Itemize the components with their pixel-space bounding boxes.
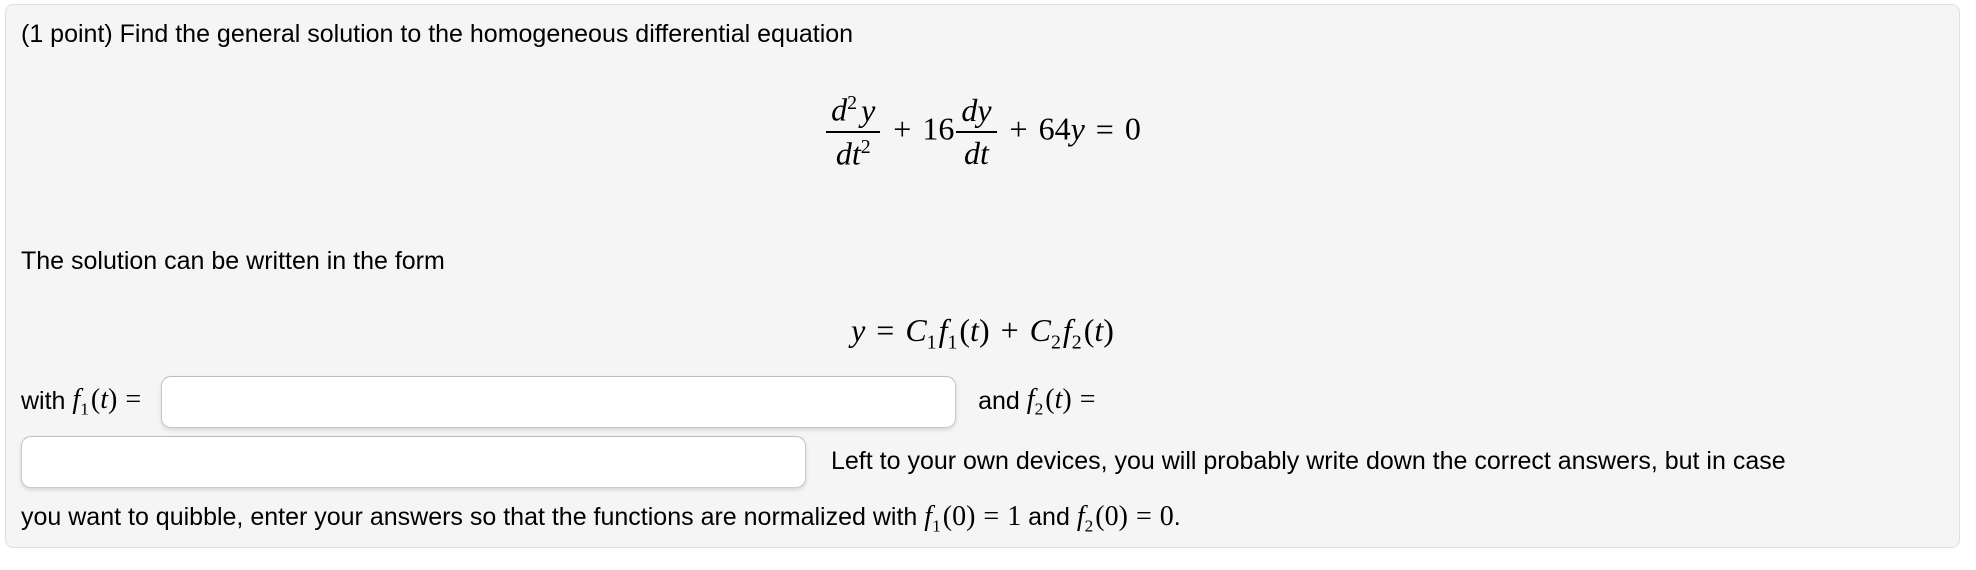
first-derivative-fraction: [956, 91, 996, 172]
math-zero: 0: [1159, 500, 1174, 532]
subscript-1: 1: [947, 330, 958, 353]
math-t: t: [100, 384, 108, 416]
math-f: f: [72, 384, 81, 416]
fraction-denominator: [959, 133, 994, 171]
answer-row-f1: [21, 376, 1944, 428]
left-paren: (: [942, 500, 953, 532]
math-t: t: [970, 311, 979, 348]
equals-operator: =: [1095, 110, 1114, 147]
f2-answer-input[interactable]: [21, 436, 806, 488]
math-zero: 0: [1124, 110, 1141, 147]
math-d: d: [831, 91, 848, 128]
math-y: y: [851, 311, 866, 348]
f1-answer-input[interactable]: [161, 376, 956, 428]
math-f2: [1062, 311, 1082, 353]
left-paren: (: [1045, 384, 1055, 416]
problem-statement: [21, 19, 1944, 49]
subscript-2: 2: [1071, 330, 1082, 353]
plus-operator: +: [1009, 110, 1028, 147]
answer-row-f2: [21, 436, 1944, 488]
quibble-text: you want to quibble, enter your answers so that the functions are normalized with: [21, 502, 918, 531]
subscript-2: 2: [1050, 330, 1061, 353]
normalization-note: [21, 502, 1944, 542]
with-text: with: [21, 387, 66, 416]
math-zero: 0: [952, 500, 967, 532]
subscript-2: 2: [1084, 516, 1094, 536]
subscript-1: 1: [926, 330, 937, 353]
exponent-2: 2: [847, 92, 858, 114]
fraction-numerator: [956, 91, 996, 134]
devices-note-text: Left to your own devices, you will probably write down the correct answers, but in case: [831, 447, 1786, 476]
intro-text: (1 point) Find the general solution to the homogeneous differential equation: [21, 20, 854, 48]
solution-form-intro: [21, 246, 1944, 276]
math-t: t: [1054, 384, 1063, 416]
left-paren: (: [959, 311, 971, 348]
math-one: 1: [1007, 500, 1022, 532]
equals-operator: =: [1079, 384, 1096, 416]
math-C2: [1029, 311, 1061, 353]
math-y: y: [1070, 110, 1085, 147]
f2-of-t-math: [1027, 384, 1104, 420]
math-f: f: [1076, 500, 1085, 532]
right-paren: ): [1118, 500, 1128, 532]
coefficient-16: 16: [922, 110, 955, 147]
right-paren: ): [1062, 384, 1072, 416]
left-paren: (: [1095, 500, 1105, 532]
f1-of-t-math: [72, 384, 149, 420]
argument-t: [959, 312, 989, 348]
math-zero: 0: [1104, 500, 1119, 532]
subscript-1: 1: [932, 516, 941, 536]
coefficient-64: 64: [1038, 110, 1071, 147]
problem-panel: [5, 4, 1960, 548]
subscript-2: 2: [1034, 399, 1044, 419]
general-solution-equation: [21, 312, 1944, 354]
math-y: y: [861, 91, 876, 128]
and-connector-text: and: [1028, 502, 1070, 531]
math-f: f: [938, 311, 948, 348]
right-paren: ): [978, 311, 990, 348]
subscript-1: 1: [80, 399, 89, 419]
ode-equation: [21, 93, 1944, 172]
math-f: f: [924, 500, 933, 532]
right-paren: ): [108, 384, 118, 416]
math-C: C: [905, 311, 927, 348]
math-f: f: [1026, 384, 1035, 416]
f2-label: [978, 384, 1103, 420]
math-dt: dt: [963, 135, 989, 172]
equals-operator: =: [125, 384, 142, 416]
equals-operator: =: [1135, 500, 1152, 532]
math-dy: dy: [961, 91, 992, 128]
left-paren: (: [1083, 311, 1095, 348]
right-paren: ): [966, 500, 976, 532]
equals-operator: =: [983, 500, 1000, 532]
f1-label: [21, 384, 149, 420]
left-paren: (: [90, 384, 101, 416]
f2-at-zero-math: [1076, 500, 1174, 536]
fraction-denominator: [831, 133, 876, 171]
math-f: f: [1062, 311, 1072, 348]
and-text: and: [978, 387, 1020, 416]
plus-operator: +: [893, 110, 912, 147]
fraction-numerator: [826, 93, 880, 133]
plus-operator: +: [1000, 311, 1019, 348]
form-intro-text: The solution can be written in the form: [21, 246, 445, 275]
right-paren: ): [1103, 311, 1114, 348]
argument-t: [1084, 312, 1114, 348]
math-f1: [938, 311, 958, 353]
math-C: C: [1029, 311, 1051, 348]
period-text: .: [1173, 502, 1181, 531]
math-C1: [905, 311, 937, 353]
exponent-2: 2: [860, 136, 871, 159]
f1-at-zero-math: [924, 500, 1022, 536]
math-dt: dt: [835, 135, 861, 172]
equals-operator: =: [876, 311, 895, 348]
math-t: t: [1094, 311, 1104, 348]
second-derivative-fraction: [826, 93, 880, 172]
